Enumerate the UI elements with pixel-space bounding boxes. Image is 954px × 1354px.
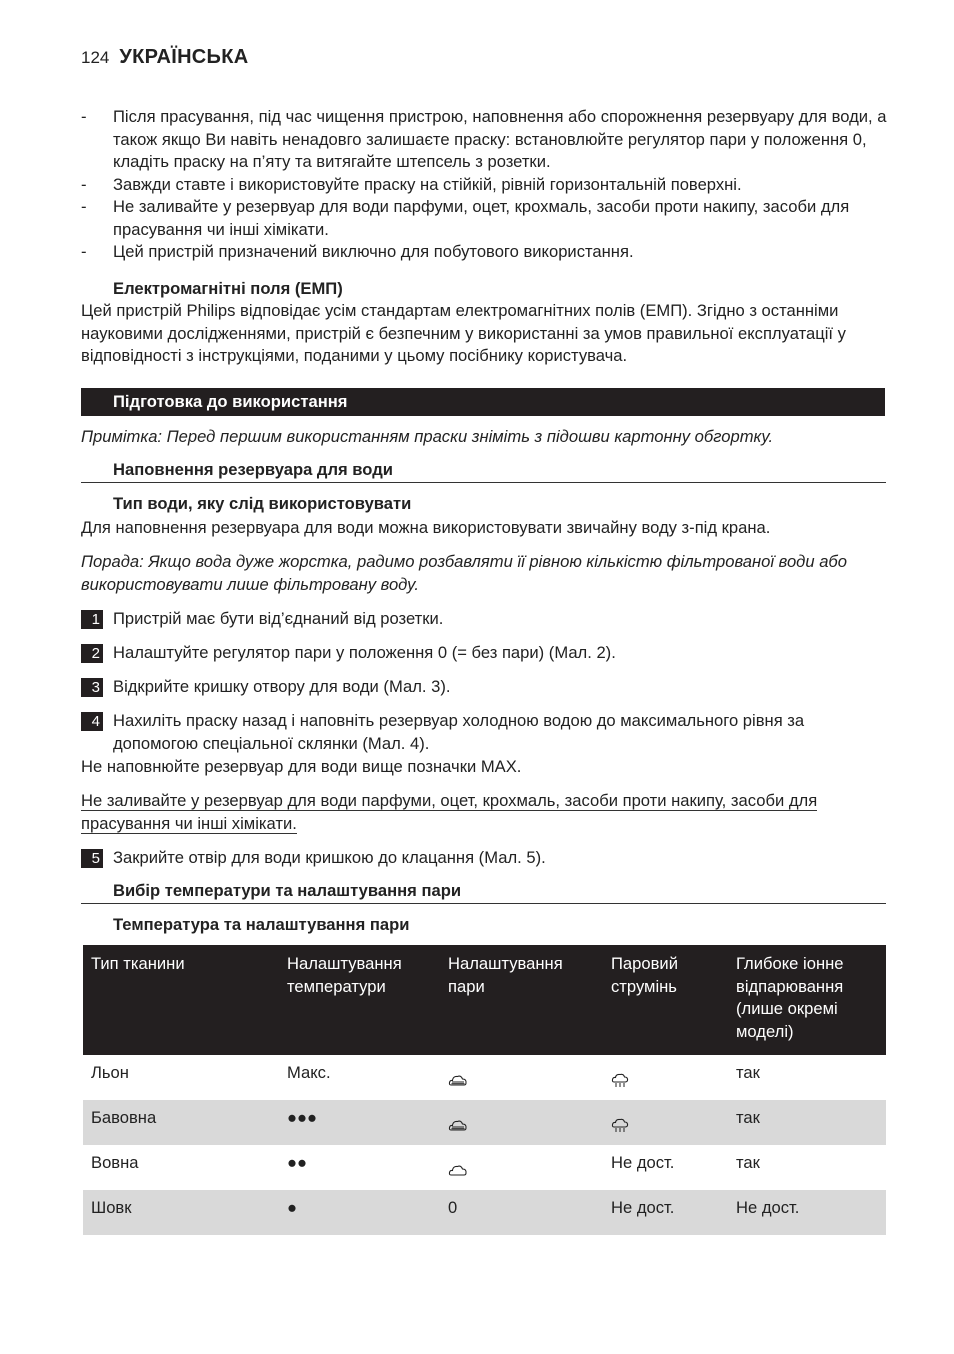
table-row xyxy=(83,1100,886,1145)
step-5 xyxy=(81,847,889,870)
header-fabric: Тип тканини xyxy=(83,945,279,1055)
safety-bullet-list xyxy=(81,106,891,264)
table-row xyxy=(83,1145,886,1190)
step-number: 2 xyxy=(81,644,103,663)
steam-shot-icon xyxy=(603,1055,728,1100)
page-header xyxy=(81,46,248,69)
steam-shot-icon xyxy=(603,1100,728,1145)
temp-cell: ●●● xyxy=(279,1100,440,1145)
step-4 xyxy=(81,710,889,755)
table-header-row xyxy=(83,945,886,1055)
step-number: 3 xyxy=(81,678,103,697)
step-2 xyxy=(81,642,889,665)
water-type-heading: Тип води, яку слід використовувати xyxy=(113,494,412,513)
steam-min-icon xyxy=(440,1145,603,1190)
temperature-heading: Вибір температури та налаштування пари xyxy=(81,879,886,904)
temp-cell: ● xyxy=(279,1190,440,1235)
temperature-subheading: Температура та налаштування пари xyxy=(113,915,410,934)
step-number: 4 xyxy=(81,712,103,731)
step-number: 1 xyxy=(81,610,103,629)
steam-max-icon xyxy=(440,1055,603,1100)
ionic-cell: Не дост. xyxy=(728,1190,886,1235)
ionic-cell: так xyxy=(736,1063,760,1082)
water-type-text: Для наповнення резервуара для води можна використовувати звичайну воду з-під крана. xyxy=(81,518,771,537)
steam-max-icon xyxy=(440,1100,603,1145)
step-text: Відкрийте кришку отвору для води (Мал. 3). xyxy=(113,677,451,696)
ionic-cell: так xyxy=(736,1153,760,1172)
fabric-cell: Бавовна xyxy=(83,1100,279,1145)
emf-heading: Електромагнітні поля (ЕМП) xyxy=(113,279,343,298)
list-item: - Завжди ставте і використовуйте праску на стійкій, рівній горизонтальній поверхні. xyxy=(81,174,742,194)
header-steam-shot: Паровий струмінь xyxy=(603,945,728,1055)
header-temperature: Налаштування температури xyxy=(279,945,440,1055)
fabric-cell: Шовк xyxy=(83,1190,279,1235)
tip-text: Порада: Якщо вода дуже жорстка, радимо розбавляти її рівною кількістю фільтрованої води або використовувати лише фільтровану воду. xyxy=(81,552,847,594)
list-item: - Не заливайте у резервуар для води парфуми, оцет, крохмаль, засоби проти накипу, засоби для прасування чи інші хімікати. xyxy=(81,197,850,239)
fabric-cell: Льон xyxy=(91,1063,129,1082)
fabric-cell: Вовна xyxy=(91,1153,139,1172)
step-3 xyxy=(81,676,889,699)
temp-cell: Макс. xyxy=(287,1063,331,1082)
step-number: 5 xyxy=(81,849,103,868)
language-title: УКРАЇНСЬКА xyxy=(119,46,249,68)
note-text: Примітка: Перед першим використанням праски зніміть з підошви картонну обгортку. xyxy=(81,427,774,446)
settings-table xyxy=(83,945,886,1235)
steam-shot-cell: Не дост. xyxy=(603,1190,728,1235)
max-note: Не наповнюйте резервуар для води вище позначки MAX. xyxy=(81,757,522,776)
step-text: Нахиліть праску назад і наповніть резервуар холодною водою до максимального рівня за допомогою спеціальної склянки (Мал. 4). xyxy=(113,711,805,753)
emf-paragraph: Цей пристрій Philips відповідає усім стандартам електромагнітних полів (ЕМП). Згідно з останніми науковими дослідженнями, пристрій є безпечним у використанні за умов правильної експлуатації у відповідності з інструкціями, поданими у цьому посібнику користувача. xyxy=(81,301,846,365)
section-bar: Підготовка до використання xyxy=(81,388,885,416)
step-text: Пристрій має бути від’єднаний від розетки. xyxy=(113,609,444,628)
temp-cell: ●● xyxy=(287,1153,308,1172)
step-1 xyxy=(81,608,889,631)
page-number: 124 xyxy=(81,48,110,67)
table-row xyxy=(83,1055,886,1100)
header-steam: Налаштування пари xyxy=(440,945,603,1055)
ionic-cell: так xyxy=(728,1100,886,1145)
table-row xyxy=(83,1190,886,1235)
step-text: Закрийте отвір для води кришкою до клацання (Мал. 5). xyxy=(113,848,546,867)
steam-cell: 0 xyxy=(440,1190,603,1235)
list-item: - Після прасування, під час чищення пристрою, наповнення або спорожнення резервуару для води, а також якщо Ви навіть ненадовго залишаєте праску: встановлюйте регулятор пари у положення 0, кладіть праску на п’яту та витягайте штепсель з розетки. xyxy=(81,107,887,171)
step-text: Налаштуйте регулятор пари у положення 0 (= без пари) (Мал. 2). xyxy=(113,643,616,662)
list-item: - Цей пристрій призначений виключно для побутового використання. xyxy=(81,242,634,261)
filling-heading: Наповнення резервуара для води xyxy=(81,458,886,483)
warning-text: Не заливайте у резервуар для води парфуми, оцет, крохмаль, засоби проти накипу, засоби для прасування чи інші хімікати. xyxy=(81,791,818,833)
steam-shot-cell: Не дост. xyxy=(611,1153,675,1172)
header-ionic: Глибоке іонне відпарювання (лише окремі моделі) xyxy=(728,945,886,1055)
